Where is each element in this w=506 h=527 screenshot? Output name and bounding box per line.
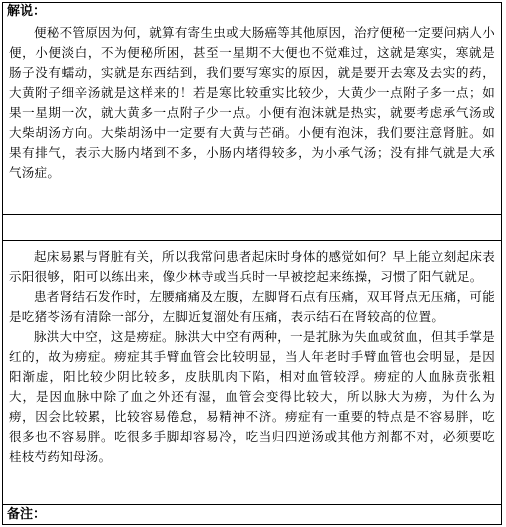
notes-content [9,247,495,467]
explanation-label: 解说： [7,4,47,19]
notes-paragraph-1: 起床易累与肾脏有关，所以我常问患者起床时身体的感觉如何？早上能立刻起床表示阳很够，阳可以练出来，像少林寺或当兵时一早被挖起来练操，习惯了阳气就足。 [9,249,495,284]
notes-section [2,240,502,505]
remarks-label: 备注： [7,507,47,522]
explanation-content [9,23,495,183]
section-gap [2,215,502,240]
notes-paragraph-2: 患者肾结石发作时，左腰痛痛及左腹，左脚肾石点有压痛，双耳肾点无压痛，可能是吃猪苓汤有清除一部分，左脚近复溜处有压痛，表示结石在肾较高的位置。 [9,289,495,324]
explanation-section [2,2,502,215]
explanation-paragraph: 便秘不管原因为何，就算有寄生虫或大肠癌等其他原因，治疗便秘一定要问病人小便，小便淡白，不为便秘所困，甚至一星期不大便也不觉难过，这就是寒实，寒就是肠子没有蠕动，实就是东西结到，我们要写寒实的原因，就是要开去寒及去实的药，大黄附子细辛汤就是这样来的！若是寒比较重实比较少，大黄少一点附子多一点；如果一星期一次，就大黄多一点附子少一点。小便有泡沫就是热实，就要考虑承气汤或大柴胡汤方向。大柴胡汤中一定要有大黄与芒硝。小便有泡沫，我们要注意肾脏。如果有排气，表示大肠内堵到不多，小肠内堵得较多，为小承气汤；没有排气就是大承气汤症。 [9,25,495,180]
remarks-section [2,505,502,525]
notes-paragraph-3: 脉洪大中空，这是痨症。脉洪大中空有两种，一是芤脉为失血或贫血，但其手掌是红的，故为痨症。痨症其手臂血管会比较明显，当人年老时手臂血管也会明显，是因阳渐虚，阳比较少阴比较多，皮肤肌肉下陷，相对血管较浮。痨症的人血脉贲张粗大，是因血脉中除了血之外还有湿，血管会变得比较大，所以脉大为痨，为什么为痨，因会比较累，比较容易倦怠，易精神不济。痨症有一重要的特点是不容易胖，吃很多也不容易胖。吃很多手脚却容易冷，吃当归四逆汤或其他方剂都不对，必须要吃桂枝芍药知母汤。 [9,329,495,464]
